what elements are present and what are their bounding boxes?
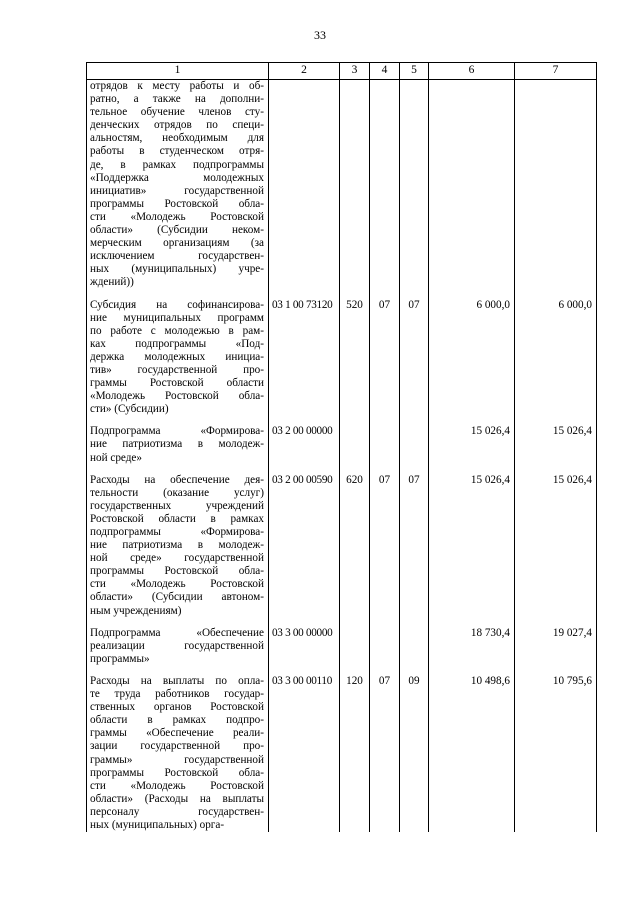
- spacer-cell: [429, 666, 515, 675]
- spacer-cell: [269, 618, 340, 627]
- expense-type-cell: 120: [340, 675, 370, 832]
- row-name-cell: [87, 627, 269, 666]
- name-line: те труда работников государ-: [90, 688, 264, 701]
- spacer-cell: [87, 666, 269, 675]
- name-line: Ростовской области в рамках: [90, 512, 264, 525]
- name-line: граммы Ростовской области: [90, 377, 264, 390]
- name-line: программы Ростовской обла-: [90, 565, 264, 578]
- name-line: государственных учреждений: [90, 499, 264, 512]
- spacer-cell: [429, 618, 515, 627]
- name-line: по работе с молодежью в рам-: [90, 324, 264, 337]
- amount-year1-cell: [429, 80, 515, 290]
- name-line: области в рамках подпро-: [90, 714, 264, 727]
- section-cell: 07: [370, 299, 400, 417]
- name-line: граммы «Обеспечение реали-: [90, 727, 264, 740]
- header-row: [87, 63, 597, 80]
- name-line: денческих отрядов по специ-: [90, 119, 264, 132]
- spacer-cell: [429, 465, 515, 474]
- column-header: 7: [515, 63, 597, 80]
- spacer-cell: [515, 666, 597, 675]
- amount-year1-cell: 15 026,4: [429, 474, 515, 618]
- name-line: Расходы на обеспечение дея-: [90, 473, 264, 486]
- name-line: ние патриотизма в молодеж-: [90, 438, 264, 451]
- row-spacer: [87, 666, 597, 675]
- spacer-cell: [429, 290, 515, 299]
- spacer-cell: [400, 416, 429, 425]
- spacer-cell: [400, 666, 429, 675]
- section-cell: [370, 627, 400, 666]
- table-row: [87, 299, 597, 417]
- name-line: Расходы на выплаты по опла-: [90, 674, 264, 687]
- spacer-cell: [87, 290, 269, 299]
- name-line: области» (Субсидии автоном-: [90, 591, 264, 604]
- column-header: 5: [400, 63, 429, 80]
- page-number: 33: [314, 28, 326, 42]
- name-line: держка молодежных инициа-: [90, 350, 264, 363]
- spacer-cell: [87, 465, 269, 474]
- spacer-cell: [269, 416, 340, 425]
- table-row: [87, 80, 597, 290]
- spacer-cell: [400, 618, 429, 627]
- row-spacer: [87, 465, 597, 474]
- name-line: реализации государственной: [90, 639, 264, 652]
- name-line: исключением государствен-: [90, 250, 264, 263]
- name-line: ратно, а также на дополни-: [90, 93, 264, 106]
- name-line: ждений)): [90, 276, 134, 289]
- name-line: ках подпрограммы «Под-: [90, 337, 264, 350]
- table-row: [87, 425, 597, 464]
- spacer-cell: [429, 416, 515, 425]
- spacer-cell: [400, 465, 429, 474]
- subsection-cell: 09: [400, 675, 429, 832]
- name-line: персоналу государствен-: [90, 805, 264, 818]
- name-line: граммы» государственной: [90, 753, 264, 766]
- target-code-cell: [269, 80, 340, 290]
- name-line: программы Ростовской обла-: [90, 766, 264, 779]
- name-line: де, в рамках подпрограммы: [90, 158, 264, 171]
- spacer-cell: [340, 290, 370, 299]
- target-code-cell: 03 3 00 00000: [269, 627, 340, 666]
- amount-year2-cell: 10 795,6: [515, 675, 597, 832]
- subsection-cell: [400, 627, 429, 666]
- section-cell: [370, 425, 400, 464]
- name-line: альностям, необходимым для: [90, 132, 264, 145]
- column-header: 2: [269, 63, 340, 80]
- row-name-cell: [87, 425, 269, 464]
- row-name-cell: [87, 474, 269, 618]
- name-line: Подпрограмма «Формирова-: [90, 425, 264, 438]
- row-name-cell: [87, 299, 269, 417]
- name-line: тельное обучение членов сту-: [90, 106, 264, 119]
- amount-year2-cell: 6 000,0: [515, 299, 597, 417]
- name-line: Подпрограмма «Обеспечение: [90, 626, 264, 639]
- spacer-cell: [340, 465, 370, 474]
- target-code-cell: 03 2 00 00000: [269, 425, 340, 464]
- table-row: [87, 675, 597, 832]
- spacer-cell: [515, 618, 597, 627]
- name-line: зации государственной про-: [90, 740, 264, 753]
- name-line: области» (Субсидии неком-: [90, 224, 264, 237]
- name-line: сти «Молодежь Ростовской: [90, 210, 264, 223]
- subsection-cell: [400, 80, 429, 290]
- column-header: 6: [429, 63, 515, 80]
- budget-table: [86, 62, 597, 832]
- name-line: ной среде»: [90, 451, 142, 464]
- expense-type-cell: [340, 425, 370, 464]
- row-spacer: [87, 290, 597, 299]
- name-line: тив» государственной про-: [90, 363, 264, 376]
- amount-year2-cell: 15 026,4: [515, 425, 597, 464]
- subsection-cell: 07: [400, 474, 429, 618]
- amount-year1-cell: 10 498,6: [429, 675, 515, 832]
- row-spacer: [87, 618, 597, 627]
- name-line: Субсидия на софинансирова-: [90, 298, 264, 311]
- spacer-cell: [340, 618, 370, 627]
- target-code-cell: 03 1 00 73120: [269, 299, 340, 417]
- section-cell: 07: [370, 474, 400, 618]
- expense-type-cell: 620: [340, 474, 370, 618]
- spacer-cell: [269, 465, 340, 474]
- name-line: сти «Молодежь Ростовской: [90, 578, 264, 591]
- target-code-cell: 03 3 00 00110: [269, 675, 340, 832]
- name-line: тельности (оказание услуг): [90, 486, 264, 499]
- name-line: ной среде» государственной: [90, 552, 264, 565]
- name-line: ным учреждениям): [90, 604, 182, 617]
- table-row: [87, 627, 597, 666]
- spacer-cell: [340, 666, 370, 675]
- column-header: 1: [87, 63, 269, 80]
- name-line: ние муниципальных программ: [90, 311, 264, 324]
- table-body: [87, 80, 597, 833]
- amount-year1-cell: 6 000,0: [429, 299, 515, 417]
- subsection-cell: [400, 425, 429, 464]
- spacer-cell: [515, 416, 597, 425]
- spacer-cell: [370, 666, 400, 675]
- name-line: сти «Молодежь Ростовской: [90, 779, 264, 792]
- spacer-cell: [340, 416, 370, 425]
- spacer-cell: [87, 416, 269, 425]
- name-line: области» (Расходы на выплаты: [90, 792, 264, 805]
- row-name-cell: [87, 80, 269, 290]
- amount-year2-cell: 15 026,4: [515, 474, 597, 618]
- spacer-cell: [269, 290, 340, 299]
- spacer-cell: [370, 465, 400, 474]
- name-line: инициатив» государственной: [90, 184, 264, 197]
- section-cell: [370, 80, 400, 290]
- spacer-cell: [370, 416, 400, 425]
- name-line: ние патриотизма в молодеж-: [90, 539, 264, 552]
- name-line: «Молодежь Ростовской обла-: [90, 390, 264, 403]
- expense-type-cell: 520: [340, 299, 370, 417]
- amount-year2-cell: 19 027,4: [515, 627, 597, 666]
- amount-year1-cell: 18 730,4: [429, 627, 515, 666]
- name-line: ных (муниципальных) учре-: [90, 263, 264, 276]
- name-line: мерческим организациям (за: [90, 237, 264, 250]
- amount-year1-cell: 15 026,4: [429, 425, 515, 464]
- spacer-cell: [269, 666, 340, 675]
- spacer-cell: [87, 618, 269, 627]
- name-line: ных (муниципальных) орга-: [90, 818, 225, 831]
- name-line: программы»: [90, 652, 150, 665]
- row-name-cell: [87, 675, 269, 832]
- amount-year2-cell: [515, 80, 597, 290]
- name-line: подпрограммы «Формирова-: [90, 526, 264, 538]
- name-line: ственных органов Ростовской: [90, 701, 264, 714]
- name-line: сти» (Субсидии): [90, 403, 169, 416]
- target-code-cell: 03 2 00 00590: [269, 474, 340, 618]
- subsection-cell: 07: [400, 299, 429, 417]
- row-spacer: [87, 416, 597, 425]
- name-line: «Поддержка молодежных: [90, 171, 264, 184]
- spacer-cell: [370, 290, 400, 299]
- section-cell: 07: [370, 675, 400, 832]
- column-header: 4: [370, 63, 400, 80]
- expense-type-cell: [340, 80, 370, 290]
- spacer-cell: [370, 618, 400, 627]
- spacer-cell: [515, 465, 597, 474]
- expense-type-cell: [340, 627, 370, 666]
- name-line: программы Ростовской обла-: [90, 197, 264, 210]
- spacer-cell: [515, 290, 597, 299]
- table-row: [87, 474, 597, 618]
- name-line: отрядов к месту работы и об-: [90, 80, 264, 92]
- column-header: 3: [340, 63, 370, 80]
- name-line: работы в студенческом отря-: [90, 145, 264, 158]
- spacer-cell: [400, 290, 429, 299]
